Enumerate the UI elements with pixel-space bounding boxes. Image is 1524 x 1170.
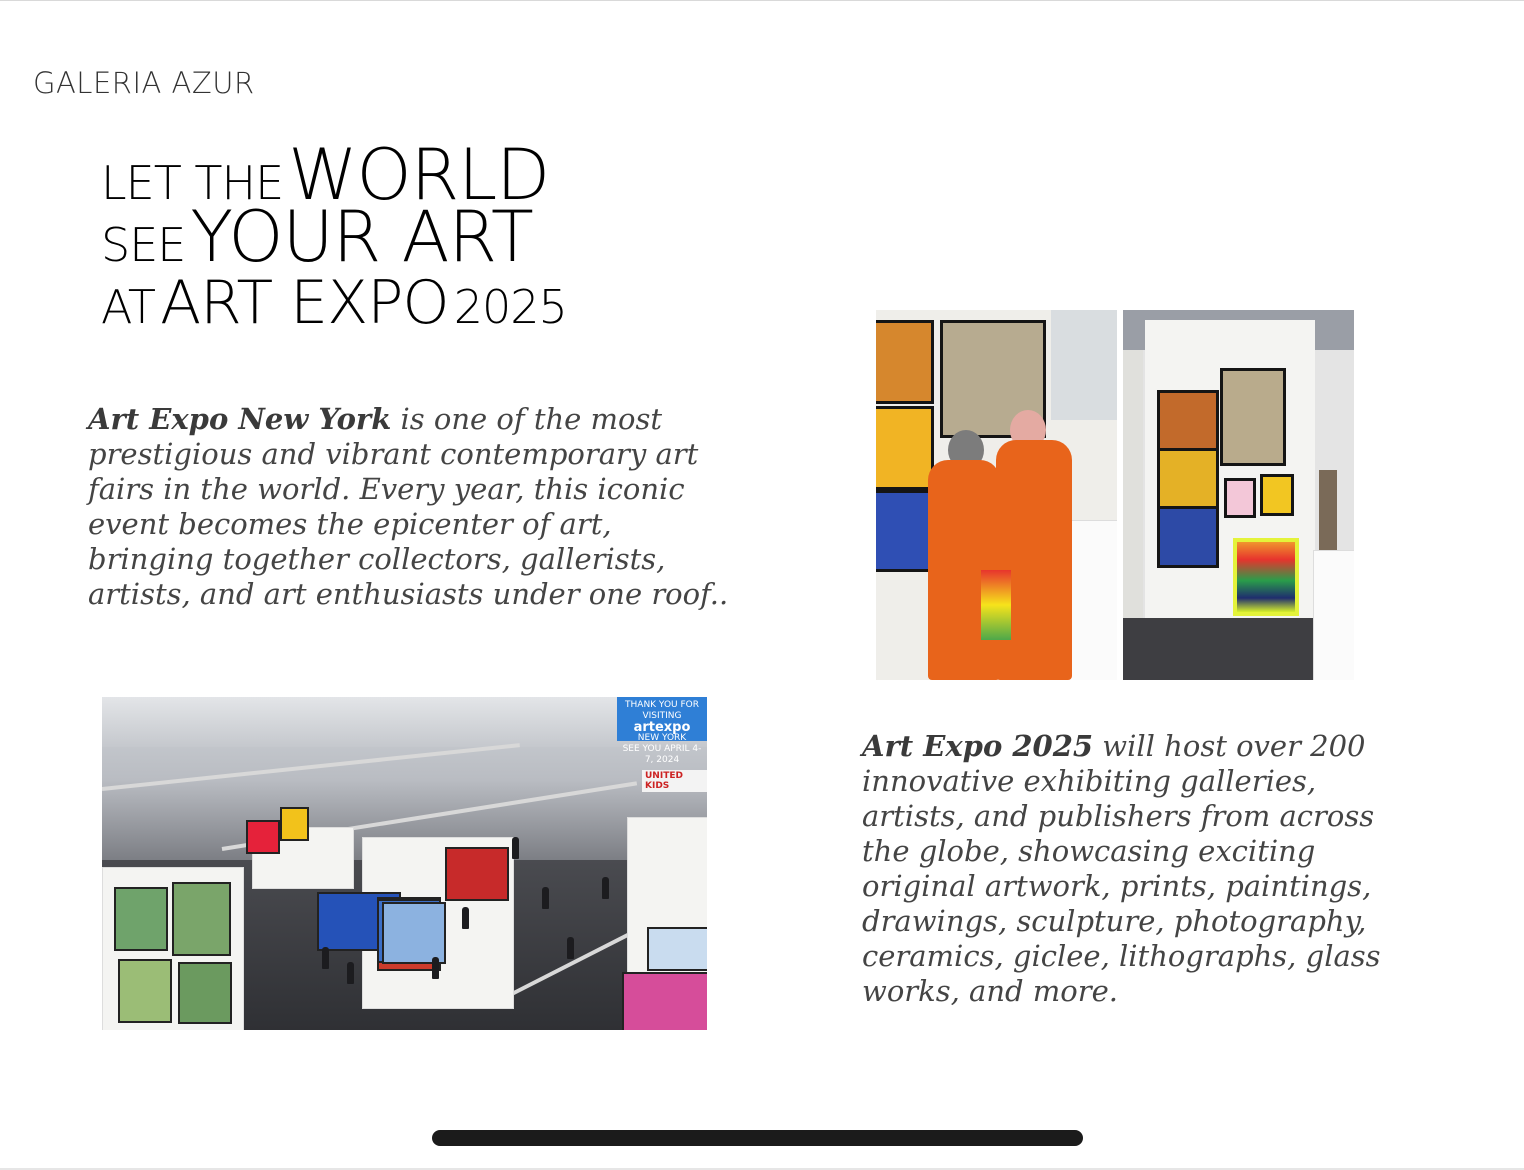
artwork bbox=[981, 570, 1011, 640]
visitor bbox=[542, 887, 549, 909]
headline-line-3 bbox=[101, 268, 567, 338]
window bbox=[1051, 310, 1117, 420]
headline-line-3-large: ART EXPO bbox=[160, 268, 449, 338]
banner-line-2: artexpo bbox=[633, 720, 691, 735]
artwork bbox=[172, 882, 231, 956]
banner-line-1: THANK YOU FOR VISITING bbox=[625, 700, 699, 721]
artwork bbox=[622, 972, 707, 1030]
booth-wall bbox=[1123, 350, 1143, 640]
expo-hall-photo bbox=[102, 697, 707, 1030]
details-lead: Art Expo 2025 bbox=[862, 729, 1094, 763]
artwork bbox=[647, 927, 707, 971]
artwork bbox=[876, 406, 934, 490]
sculpture bbox=[1319, 470, 1337, 550]
artwork bbox=[280, 807, 309, 841]
headline-line-1-small: LET THE bbox=[101, 156, 284, 210]
headline-line-1-large: WORLD bbox=[288, 134, 550, 216]
headline-line-2-large: YOUR ART bbox=[190, 196, 533, 278]
visitor bbox=[512, 837, 519, 859]
artwork bbox=[1157, 448, 1219, 510]
artwork bbox=[876, 320, 934, 404]
intro-lead: Art Expo New York bbox=[88, 402, 392, 436]
headline-year: 2025 bbox=[453, 280, 567, 334]
truss bbox=[102, 743, 520, 791]
artwork bbox=[382, 902, 446, 964]
intro-paragraph bbox=[88, 402, 738, 612]
artwork bbox=[876, 490, 934, 572]
visitor bbox=[567, 937, 574, 959]
artwork bbox=[1220, 368, 1286, 466]
banner-line-4: SEE YOU APRIL 4-7, 2024 bbox=[622, 744, 702, 765]
artwork bbox=[178, 962, 232, 1024]
details-text: will host over 200 innovative exhibiting galleries, artists, and publishers from across the globe, showcasing exciting original artwork, prints, paintings, drawings, sculpture, photography, ceramics, giclee, lithographs, glass works, and more. bbox=[862, 729, 1381, 1008]
artwork bbox=[445, 847, 509, 901]
top-divider bbox=[0, 0, 1524, 1]
banner-line-3: NEW YORK bbox=[637, 733, 687, 743]
headline-line-3-small: AT bbox=[101, 280, 155, 334]
artexpo-banner bbox=[617, 697, 707, 765]
artwork bbox=[114, 887, 168, 951]
artwork bbox=[1157, 390, 1219, 452]
visitor bbox=[432, 957, 439, 979]
orange-jumpsuit-figure bbox=[996, 440, 1072, 680]
booth-photos bbox=[876, 310, 1354, 680]
details-paragraph bbox=[862, 729, 1392, 1009]
pedestal bbox=[1313, 550, 1354, 680]
visitor bbox=[322, 947, 329, 969]
visitor bbox=[347, 962, 354, 984]
booth-photo-wall bbox=[1123, 310, 1354, 680]
booth-photo-visitors bbox=[876, 310, 1117, 680]
intro-text: is one of the most prestigious and vibrant contemporary art fairs in the world. Every year, this iconic event becomes the epicenter of art, bringing together collectors, gallerists, artists, and art enthusiasts under one roof.. bbox=[88, 402, 729, 611]
headline-line-2-small: SEE bbox=[101, 218, 186, 272]
artwork bbox=[1157, 506, 1219, 568]
visitor bbox=[462, 907, 469, 929]
artwork bbox=[118, 959, 172, 1023]
united-kids-sign: UNITED KIDS bbox=[642, 770, 707, 792]
artwork bbox=[1260, 474, 1294, 516]
visitor bbox=[602, 877, 609, 899]
artwork bbox=[1224, 478, 1256, 518]
gallery-brand-name: GALERIA AZUR bbox=[33, 66, 255, 100]
artwork bbox=[1233, 538, 1299, 616]
headline-line-2 bbox=[101, 196, 533, 278]
artwork bbox=[246, 820, 280, 854]
home-indicator[interactable] bbox=[432, 1130, 1083, 1146]
